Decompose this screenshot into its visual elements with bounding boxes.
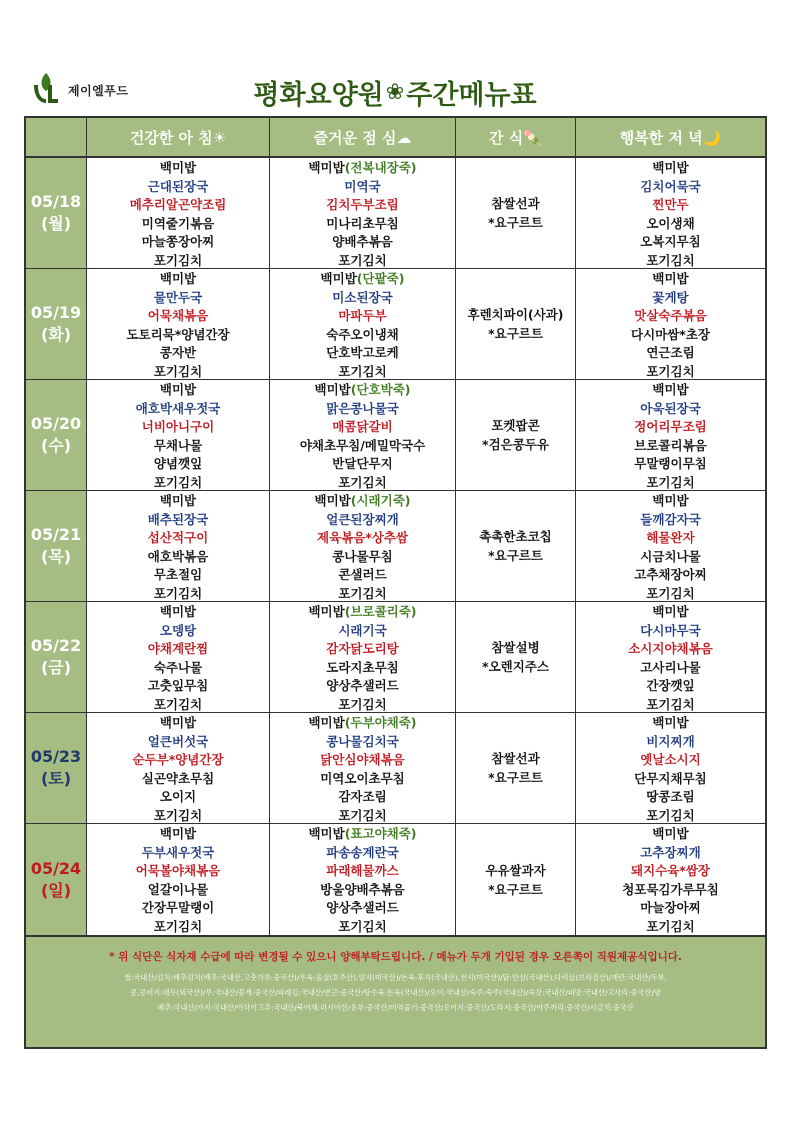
day-weekday: (일)	[40, 880, 72, 900]
porridge-note: (두부야채죽)	[344, 715, 417, 730]
menu-item: 얼큰버섯국	[147, 733, 209, 749]
lunch-cell	[269, 158, 455, 268]
menu-item: 고춧잎무침	[147, 678, 209, 693]
breakfast-cell	[86, 491, 269, 601]
porridge-note: (표고야채죽)	[344, 826, 417, 841]
menu-item: 포기김치	[153, 474, 203, 490]
menu-item: 닭안심야채볶음	[320, 752, 405, 767]
menu-item: 야채계란찜	[147, 641, 209, 656]
snack-cell	[455, 380, 575, 490]
snack-cell	[455, 269, 575, 379]
day-date: 05/20	[30, 414, 82, 433]
day-row	[26, 491, 765, 602]
menu-item: 반달단무지	[332, 456, 393, 471]
header-lunch: 즐거운 점 심☁	[269, 118, 455, 156]
day-date: 05/21	[30, 525, 82, 544]
menu-item: 맑은콩나물국	[326, 400, 399, 416]
menu-item: 옛날소시지	[640, 752, 701, 767]
brand-name: 제이엘푸드	[68, 83, 129, 98]
menu-item: 오뎅탕	[159, 622, 197, 638]
snack-item: *오렌지주스	[482, 659, 549, 674]
menu-item: 땅콩조림	[646, 789, 695, 804]
snack-item: 참쌀선과	[491, 751, 540, 766]
menu-item: 매콤닭갈비	[332, 419, 393, 434]
notice-text: * 위 식단은 식자재 수급에 따라 변경될 수 있으니 양해부탁드립니다. / 메뉴가 두개 기입된 경우 오른쪽이 직원제공식입니다.	[109, 951, 682, 963]
menu-item: 백미밥	[652, 382, 689, 397]
snack-item: 촉촉한초코칩	[479, 529, 552, 544]
menu-item: 아욱된장국	[640, 400, 701, 416]
menu-item: 포기김치	[338, 474, 387, 490]
menu-item: 백미밥	[652, 271, 689, 286]
menu-item: 순두부*양념간장	[132, 752, 224, 767]
menu-item	[308, 714, 416, 733]
lunch-cell	[269, 491, 455, 601]
menu-item: 미역줄기볶음	[141, 215, 215, 231]
snack-item: *요구르트	[488, 215, 543, 230]
menu-item: 숙주나물	[153, 659, 203, 675]
menu-item: 양배추볶음	[332, 234, 393, 249]
dinner-cell	[575, 380, 765, 490]
menu-item: 해물완자	[646, 530, 695, 545]
menu-item: 백미밥	[652, 715, 689, 730]
menu-item: 다시마무국	[640, 622, 701, 638]
menu-item-name: 백미밥	[320, 271, 357, 286]
menu-item: 정어리무조림	[634, 419, 707, 434]
menu-item: 다시마쌈*초장	[631, 326, 710, 342]
menu-item: 파래해물까스	[326, 863, 399, 878]
menu-item: 실곤약초무침	[141, 770, 215, 786]
menu-table	[24, 116, 767, 1049]
menu-item: 백미밥	[652, 493, 689, 508]
menu-item: 포기김치	[646, 585, 695, 601]
menu-item-name: 백미밥	[314, 493, 351, 508]
menu-item: 포기김치	[153, 918, 203, 934]
day-row	[26, 602, 765, 713]
menu-item-name: 백미밥	[308, 715, 345, 730]
menu-item: 간장무말랭이	[141, 900, 215, 915]
snack-item: 포켓팝콘	[491, 418, 540, 433]
menu-item: 단무지채무침	[634, 770, 707, 786]
header-dinner: 행복한 저 녁🌙	[575, 118, 765, 156]
menu-item: 백미밥	[652, 160, 689, 175]
day-date: 05/18	[30, 192, 82, 211]
snack-item: 참쌀설병	[491, 640, 540, 655]
header-date	[26, 118, 86, 156]
menu-item: 애호박볶음	[147, 548, 209, 564]
menu-item: 포기김치	[646, 363, 695, 379]
day-row	[26, 824, 765, 935]
header-snack: 간 식🍡	[455, 118, 575, 156]
breakfast-cell	[86, 380, 269, 490]
menu-item: 섭산적구이	[147, 530, 209, 545]
menu-item: 브로콜리볶음	[634, 437, 707, 453]
menu-item: 근대된장국	[147, 178, 209, 194]
snack-cell	[455, 491, 575, 601]
menu-item: 숙주오이냉채	[326, 326, 399, 342]
menu-item: 백미밥	[159, 715, 197, 730]
menu-item	[315, 381, 411, 400]
day-cell	[26, 380, 86, 490]
menu-item: 맛살숙주볶음	[634, 308, 707, 323]
menu-item: 너비아니구이	[141, 419, 215, 434]
menu-item: 단호박고로케	[326, 345, 399, 360]
menu-item: 콩자반	[159, 345, 197, 360]
menu-item: 김치두부조림	[326, 197, 399, 212]
snack-cell	[455, 602, 575, 712]
menu-item: 양상추샐러드	[326, 900, 399, 915]
dinner-cell	[575, 602, 765, 712]
menu-item: 포기김치	[338, 807, 387, 823]
origin-line: 배추:국내산/가지:국내산/어삭이고추:국내산/북어채:러시아산/유부:중국산/미역줄기:중국산/오이지:중국산/도라지:중국산/아주까리:중국산/시금치:중국산	[157, 1003, 634, 1012]
menu-item: 콘샐러드	[338, 567, 387, 582]
header-breakfast: 건강한 아 침☀	[86, 118, 269, 156]
day-row	[26, 380, 765, 491]
origin-info	[36, 970, 755, 1015]
lunch-cell	[269, 269, 455, 379]
menu-item: 비지찌개	[646, 733, 695, 749]
menu-item: 포기김치	[153, 807, 203, 823]
snack-item: *요구르트	[488, 326, 543, 341]
menu-item: 감자조림	[338, 789, 387, 804]
dinner-cell	[575, 269, 765, 379]
breakfast-cell	[86, 713, 269, 823]
day-cell	[26, 158, 86, 268]
menu-item: 청포묵김가루무침	[622, 881, 719, 897]
menu-item: 포기김치	[153, 696, 203, 712]
menu-item: 포기김치	[338, 918, 387, 934]
menu-item: 무채나물	[153, 437, 203, 453]
day-weekday: (목)	[40, 547, 72, 566]
day-weekday: (월)	[40, 214, 72, 233]
porridge-note: (단팥죽)	[356, 271, 405, 286]
menu-item: 제육볶음*상추쌈	[316, 530, 409, 545]
dinner-cell	[575, 713, 765, 823]
lunch-cell	[269, 602, 455, 712]
menu-item: 야채초무침/메밀막국수	[299, 437, 426, 453]
snack-cell	[455, 824, 575, 935]
snack-cell	[455, 158, 575, 268]
day-weekday: (수)	[40, 436, 72, 455]
porridge-note: (단호박죽)	[350, 382, 411, 397]
menu-item	[308, 159, 416, 178]
menu-item: 오복지무침	[640, 234, 701, 249]
brand-logo	[30, 70, 150, 110]
menu-item: 포기김치	[338, 585, 387, 601]
menu-item: 포기김치	[153, 252, 203, 268]
snack-item: *요구르트	[488, 881, 543, 897]
day-date: 05/22	[30, 636, 82, 655]
menu-item: 백미밥	[159, 271, 197, 286]
menu-item: 포기김치	[646, 807, 695, 823]
flower-icon: ❀	[385, 79, 405, 105]
snack-item: *요구르트	[488, 548, 543, 563]
menu-item	[315, 492, 411, 511]
snack-item: 우유쌀과자	[485, 862, 546, 878]
menu-item: 콩나물김치국	[326, 733, 399, 749]
menu-item-name: 백미밥	[314, 382, 351, 397]
menu-item: 간장깻잎	[646, 678, 695, 693]
menu-item: 어묵볼야채볶음	[135, 863, 221, 878]
menu-item: 김치어묵국	[640, 178, 701, 194]
lunch-cell	[269, 380, 455, 490]
menu-item: 얼큰된장찌개	[326, 511, 399, 527]
menu-item: 미역오이초무침	[320, 770, 405, 786]
menu-item: 배추된장국	[147, 511, 209, 527]
day-cell	[26, 824, 86, 935]
snack-item: *요구르트	[488, 770, 543, 785]
menu-item: 미소된장국	[332, 289, 393, 305]
menu-item: 고추장찌개	[640, 844, 701, 860]
menu-item: 시래기국	[338, 622, 387, 638]
breakfast-cell	[86, 602, 269, 712]
day-cell	[26, 713, 86, 823]
menu-item: 두부새우젓국	[141, 844, 215, 860]
menu-item: 고추채장아찌	[634, 567, 707, 582]
menu-item: 꽃게탕	[652, 289, 689, 305]
menu-item: 양상추샐러드	[326, 678, 399, 693]
porridge-note: (시래기죽)	[350, 493, 411, 508]
menu-item: 미나리초무침	[326, 215, 399, 231]
menu-item: 포기김치	[153, 585, 203, 601]
footer-notes	[26, 935, 765, 1047]
menu-item: 들깨감자국	[640, 511, 701, 527]
menu-item: 백미밥	[159, 493, 197, 508]
day-row	[26, 269, 765, 380]
menu-header-row	[26, 118, 765, 158]
menu-item: 포기김치	[646, 918, 695, 934]
menu-item: 백미밥	[159, 160, 197, 175]
menu-item: 방울양배추볶음	[320, 881, 405, 897]
lunch-cell	[269, 713, 455, 823]
menu-item: 고사리나물	[640, 659, 701, 675]
snack-item: 후렌치파이(사과)	[467, 307, 564, 322]
day-row	[26, 713, 765, 824]
day-date: 05/24	[30, 858, 82, 878]
menu-item: 어묵채볶음	[147, 308, 209, 323]
menu-item: 포기김치	[153, 363, 203, 379]
menu-item: 백미밥	[652, 604, 689, 619]
day-cell	[26, 602, 86, 712]
menu-item: 메추리알곤약조림	[129, 197, 227, 212]
title-facility: 평화요양원	[253, 79, 384, 111]
menu-item: 양념깻잎	[153, 456, 203, 471]
menu-item: 백미밥	[159, 604, 197, 619]
title-menu: 주간메뉴표	[406, 79, 537, 111]
page-title	[215, 74, 575, 110]
snack-cell	[455, 713, 575, 823]
dinner-cell	[575, 158, 765, 268]
menu-item: 콩나물무침	[332, 548, 393, 564]
menu-item: 물만두국	[153, 289, 203, 305]
menu-item: 무초절임	[153, 567, 203, 582]
menu-item: 찐만두	[652, 197, 689, 212]
menu-item: 무말랭이무침	[634, 456, 707, 471]
menu-item: 마늘쫑장아찌	[141, 234, 215, 249]
menu-item: 백미밥	[159, 826, 197, 841]
breakfast-cell	[86, 158, 269, 268]
menu-item	[321, 270, 405, 289]
menu-item: 포기김치	[646, 252, 695, 268]
menu-item	[308, 603, 416, 622]
menu-item-name: 백미밥	[308, 160, 345, 175]
menu-item: 파송송계란국	[326, 844, 399, 860]
dinner-cell	[575, 491, 765, 601]
menu-item: 애호박새우젓국	[135, 400, 221, 416]
menu-item: 연근조림	[646, 345, 695, 360]
day-date: 05/19	[30, 303, 82, 322]
menu-item: 마늘장아찌	[640, 900, 701, 915]
menu-item: 오이생채	[646, 215, 695, 231]
menu-item: 포기김치	[646, 696, 695, 712]
menu-item: 소시지야채볶음	[628, 641, 713, 656]
day-weekday: (금)	[40, 658, 72, 677]
day-cell	[26, 491, 86, 601]
day-weekday: (토)	[40, 769, 72, 788]
menu-item: 마파두부	[338, 308, 387, 323]
menu-item: 감자닭도리탕	[326, 641, 399, 656]
menu-item-name: 백미밥	[308, 826, 345, 841]
menu-item: 도토리묵*양념간장	[126, 326, 230, 342]
breakfast-cell	[86, 824, 269, 935]
menu-item: 얼갈이나물	[147, 881, 209, 897]
menu-item: 포기김치	[646, 474, 695, 490]
menu-item: 도라지초무침	[326, 659, 399, 675]
origin-line: 콩,콩비지:대두(외국산)/무:국내산/꽃게:중국산/파래김:국내산/연근:중국산/탕수육:돈육(국내산)/오이:국내산/숙주:숙주(국내산)/숙갓:국내산/피망:국내산/고사리:중국산/양	[130, 988, 661, 997]
day-row	[26, 158, 765, 269]
menu-item: 미역국	[344, 178, 381, 194]
lunch-cell	[269, 824, 455, 935]
menu-item: 돼지수육*쌈장	[631, 863, 710, 878]
menu-item: 포기김치	[338, 252, 387, 268]
jl-logo-icon	[30, 71, 62, 109]
menu-item: 백미밥	[652, 826, 689, 841]
menu-item	[308, 825, 416, 844]
day-cell	[26, 269, 86, 379]
menu-item: 포기김치	[338, 363, 387, 379]
menu-item: 백미밥	[159, 382, 197, 397]
menu-item: 오이지	[159, 789, 197, 804]
menu-item-name: 백미밥	[308, 604, 345, 619]
porridge-note: (브로콜리죽)	[344, 604, 417, 619]
snack-item: 참쌀선과	[491, 196, 540, 211]
snack-item: *검은콩두유	[482, 437, 549, 452]
origin-line: 쌀:국내산/김치:배추김치(배추:국내산,고춧가루:중국산)/우육:올실(호주산),양지(미국산)/돈육:후지(국내산),전지(미국산)/닭:안심(국내산),다리살(브라질산)/계란:국내산/두부,	[124, 973, 667, 982]
menu-item: 포기김치	[338, 696, 387, 712]
day-weekday: (화)	[40, 325, 72, 344]
dinner-cell	[575, 824, 765, 935]
day-date: 05/23	[30, 747, 82, 766]
breakfast-cell	[86, 269, 269, 379]
menu-rows	[26, 158, 765, 935]
porridge-note: (전복내장죽)	[344, 160, 417, 175]
menu-item: 시금치나물	[640, 548, 701, 564]
